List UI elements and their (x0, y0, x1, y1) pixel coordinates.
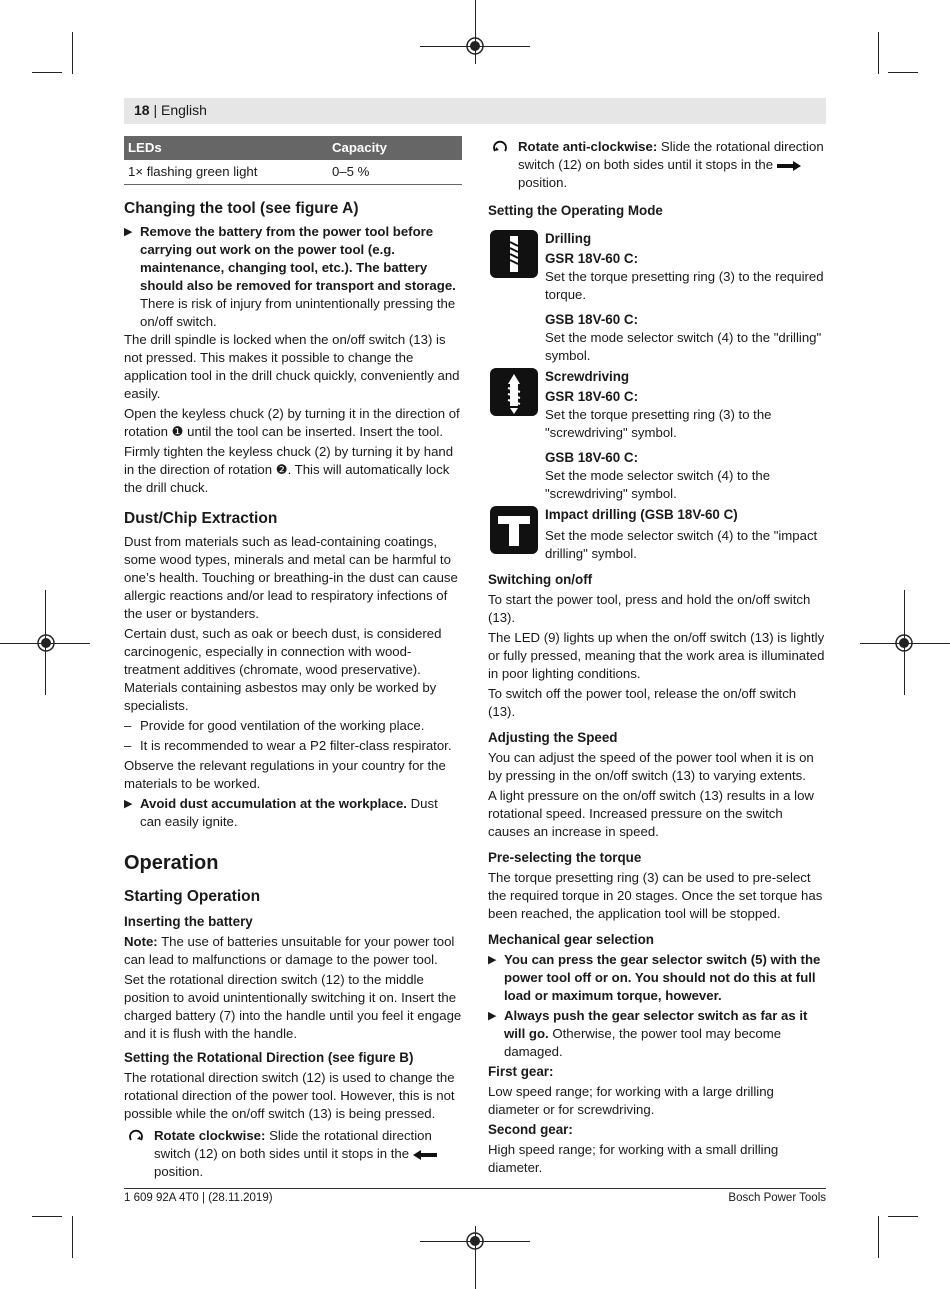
heading-adjusting-speed: Adjusting the Speed (488, 730, 618, 745)
arrow-left-icon (413, 1150, 437, 1160)
paragraph: Certain dust, such as oak or beech dust, is considered carcinogenic, especially in connection with wood-treatment additives (chromate, wood preservative). Materials containing asbestos may only be worked by specialists. (124, 626, 442, 713)
drilling-icon (490, 230, 538, 278)
heading-operating-mode: Setting the Operating Mode (488, 203, 663, 218)
bullet-triangle-icon: ▶ (124, 226, 133, 238)
first-gear-label: First gear: (488, 1064, 554, 1079)
registration-mark-icon (35, 632, 57, 654)
paragraph: Set the torque presetting ring (3) to the "screwdriving" symbol. (545, 407, 772, 440)
warning-bold-text: You can press the gear selector switch (5) with the power tool off or on. You should not do this at full load or maximum torque, however. (504, 952, 821, 1003)
warning-bold-text: Remove the battery from the power tool before carrying out work on the power tool (e.g. maintenance, changing tool, etc.). The battery should also be removed for transport and storage. (140, 224, 456, 293)
crop-mark (878, 32, 879, 74)
crop-mark (32, 72, 62, 73)
model-label: GSR 18V-60 C: (545, 389, 639, 404)
led-capacity-table (124, 136, 462, 185)
rotate-clockwise-label: Rotate clockwise: (154, 1128, 266, 1143)
heading-changing-tool: Changing the tool (see figure A) (124, 200, 359, 217)
heading-dust-extraction: Dust/Chip Extraction (124, 510, 278, 527)
paragraph: The rotational direction switch (12) is used to change the rotational direction of the power tool. However, this is not possible while the on/off switch (13) is being pressed. (124, 1070, 455, 1121)
mode-title: Screwdriving (545, 369, 630, 384)
screwdriving-icon (490, 368, 538, 416)
table-header-leds: LEDs (124, 136, 328, 160)
paragraph: Set the rotational direction switch (12) to the middle position to avoid unintentionally switching it on. Insert the charged battery (7) into the handle until you feel it engage and it is flush with the handle. (124, 972, 462, 1041)
mode-title: Drilling (545, 231, 592, 246)
rotate-clockwise-text: Slide the rotational direction switch (12) on both sides until it stops in the (154, 1128, 432, 1161)
paragraph: A light pressure on the on/off switch (13) results in a low rotational speed. Increased pressure on the switch causes an increase in speed. (488, 788, 814, 839)
paragraph: The LED (9) lights up when the on/off switch (13) is lightly or fully pressed, meaning that the work area is illuminated in poor lighting conditions. (488, 630, 825, 681)
mode-screwdriving (488, 368, 826, 503)
second-gear-label: Second gear: (488, 1122, 573, 1137)
note-label: Note: (124, 934, 158, 949)
heading-operation: Operation (124, 852, 219, 874)
page-footer (124, 1188, 826, 1204)
warning-text: Otherwise, the power tool may become damaged. (504, 1026, 782, 1059)
heading-rotational-direction: Setting the Rotational Direction (see figure B) (124, 1050, 414, 1065)
rotate-anticlockwise-text: Slide the rotational direction switch (12) on both sides until it stops in the (518, 139, 824, 172)
paragraph: To switch off the power tool, release the on/off switch (13). (488, 686, 797, 719)
registration-mark-icon (464, 1230, 486, 1252)
warning-bold-text: Always push the gear selector switch as far as it will go. (504, 1008, 808, 1041)
list-item: – It is recommended to wear a P2 filter-class respirator. (124, 738, 452, 753)
paragraph: Set the mode selector switch (4) to the "screwdriving" symbol. (545, 468, 771, 501)
rotate-clockwise-icon (128, 1128, 144, 1142)
table-header-capacity: Capacity (328, 136, 462, 160)
crop-mark (72, 1216, 73, 1258)
warning-text: Dust can easily ignite. (140, 796, 438, 829)
paragraph: Low speed range; for working with a large drilling diameter or for screwdriving. (488, 1084, 774, 1117)
warning-bullet (124, 223, 462, 331)
page-language: English (161, 102, 207, 118)
table-cell: 1× flashing green light (124, 160, 328, 185)
footer-brand: Bosch Power Tools (728, 1192, 826, 1204)
arrow-right-icon (777, 161, 801, 171)
heading-inserting-battery: Inserting the battery (124, 914, 253, 929)
registration-mark-icon (893, 632, 915, 654)
bullet-triangle-icon: ▶ (488, 1010, 497, 1022)
warning-bullet (488, 1007, 826, 1061)
rotate-anticlockwise-text-end: position. (518, 175, 568, 190)
mode-title: Impact drilling (GSB 18V-60 C) (545, 507, 738, 522)
model-label: GSB 18V-60 C: (545, 450, 639, 465)
table-row (124, 160, 462, 185)
note-text: The use of batteries unsuitable for your power tool can lead to malfunctions or damage to the power tool. (124, 934, 455, 967)
paragraph: Open the keyless chuck (2) by turning it in the direction of rotation ❶ until the tool can be inserted. Insert the tool. (124, 406, 460, 439)
table-cell: 0–5 % (328, 160, 462, 185)
list-item-text: Provide for good ventilation of the working place. (140, 718, 425, 733)
rotate-anticlockwise-icon (492, 139, 508, 153)
paragraph: Set the torque presetting ring (3) to the required torque. (545, 269, 824, 302)
page-header: 18 | English (124, 98, 826, 124)
left-column (124, 136, 462, 1181)
paragraph: The drill spindle is locked when the on/off switch (13) is not pressed. This makes it possible to change the application tool in the drill chuck quickly, conveniently and easily. (124, 332, 460, 401)
heading-torque: Pre-selecting the torque (488, 850, 642, 865)
warning-text: There is risk of injury from unintentionally pressing the on/off switch. (140, 296, 456, 329)
crop-mark (32, 1216, 62, 1217)
paragraph (124, 933, 462, 969)
bullet-triangle-icon: ▶ (488, 954, 497, 966)
rotate-anticlockwise-label: Rotate anti-clockwise: (518, 139, 658, 154)
model-label: GSB 18V-60 C: (545, 312, 639, 327)
paragraph: Observe the relevant regulations in your country for the materials to be worked. (124, 758, 446, 791)
warning-bullet (488, 951, 826, 1005)
warning-bullet (124, 795, 462, 831)
heading-gear-selection: Mechanical gear selection (488, 932, 654, 947)
paragraph: Dust from materials such as lead-containing coatings, some wood types, minerals and metal can be harmful to one’s health. Touching or breathing-in the dust can cause allergic reactions and/or lead to respiratory infections of the user or bystanders. (124, 534, 458, 621)
model-label: GSR 18V-60 C: (545, 251, 639, 266)
impact-drilling-icon (490, 506, 538, 554)
paragraph: Firmly tighten the keyless chuck (2) by turning it by hand in the direction of rotation ❷. This will automatically lock the drill chuck. (124, 444, 454, 495)
crop-mark (888, 72, 918, 73)
bullet-triangle-icon: ▶ (124, 798, 133, 810)
heading-switching: Switching on/off (488, 572, 593, 587)
crop-mark (888, 1216, 918, 1217)
paragraph: You can adjust the speed of the power tool when it is on by pressing in the on/off switch (13) to varying extents. (488, 750, 814, 783)
paragraph: High speed range; for working with a small drilling diameter. (488, 1142, 779, 1175)
paragraph: The torque presetting ring (3) can be used to pre-select the required torque in 20 stages. Once the set torque has been reached, the application tool will be stopped. (488, 870, 823, 921)
crop-mark (878, 1216, 879, 1258)
mode-impact-drilling (488, 506, 826, 563)
paragraph: To start the power tool, press and hold the on/off switch (13). (488, 592, 811, 625)
list-item: – Provide for good ventilation of the working place. (124, 718, 425, 733)
rotate-clockwise-text-end: position. (154, 1164, 204, 1179)
heading-starting-operation: Starting Operation (124, 888, 261, 905)
footer-document-id: 1 609 92A 4T0 | (28.11.2019) (124, 1192, 273, 1204)
warning-bold-text: Avoid dust accumulation at the workplace. (140, 796, 407, 811)
page-number: 18 (134, 102, 150, 118)
rotate-anticlockwise-item (488, 138, 826, 192)
right-column (488, 138, 826, 1177)
list-item-text: It is recommended to wear a P2 filter-class respirator. (140, 738, 452, 753)
rotate-clockwise-item (124, 1127, 462, 1181)
registration-mark-icon (464, 35, 486, 57)
mode-drilling (488, 230, 826, 365)
paragraph: Set the mode selector switch (4) to the "drilling" symbol. (545, 330, 822, 363)
paragraph: Set the mode selector switch (4) to the "impact drilling" symbol. (545, 528, 818, 561)
crop-mark (72, 32, 73, 74)
